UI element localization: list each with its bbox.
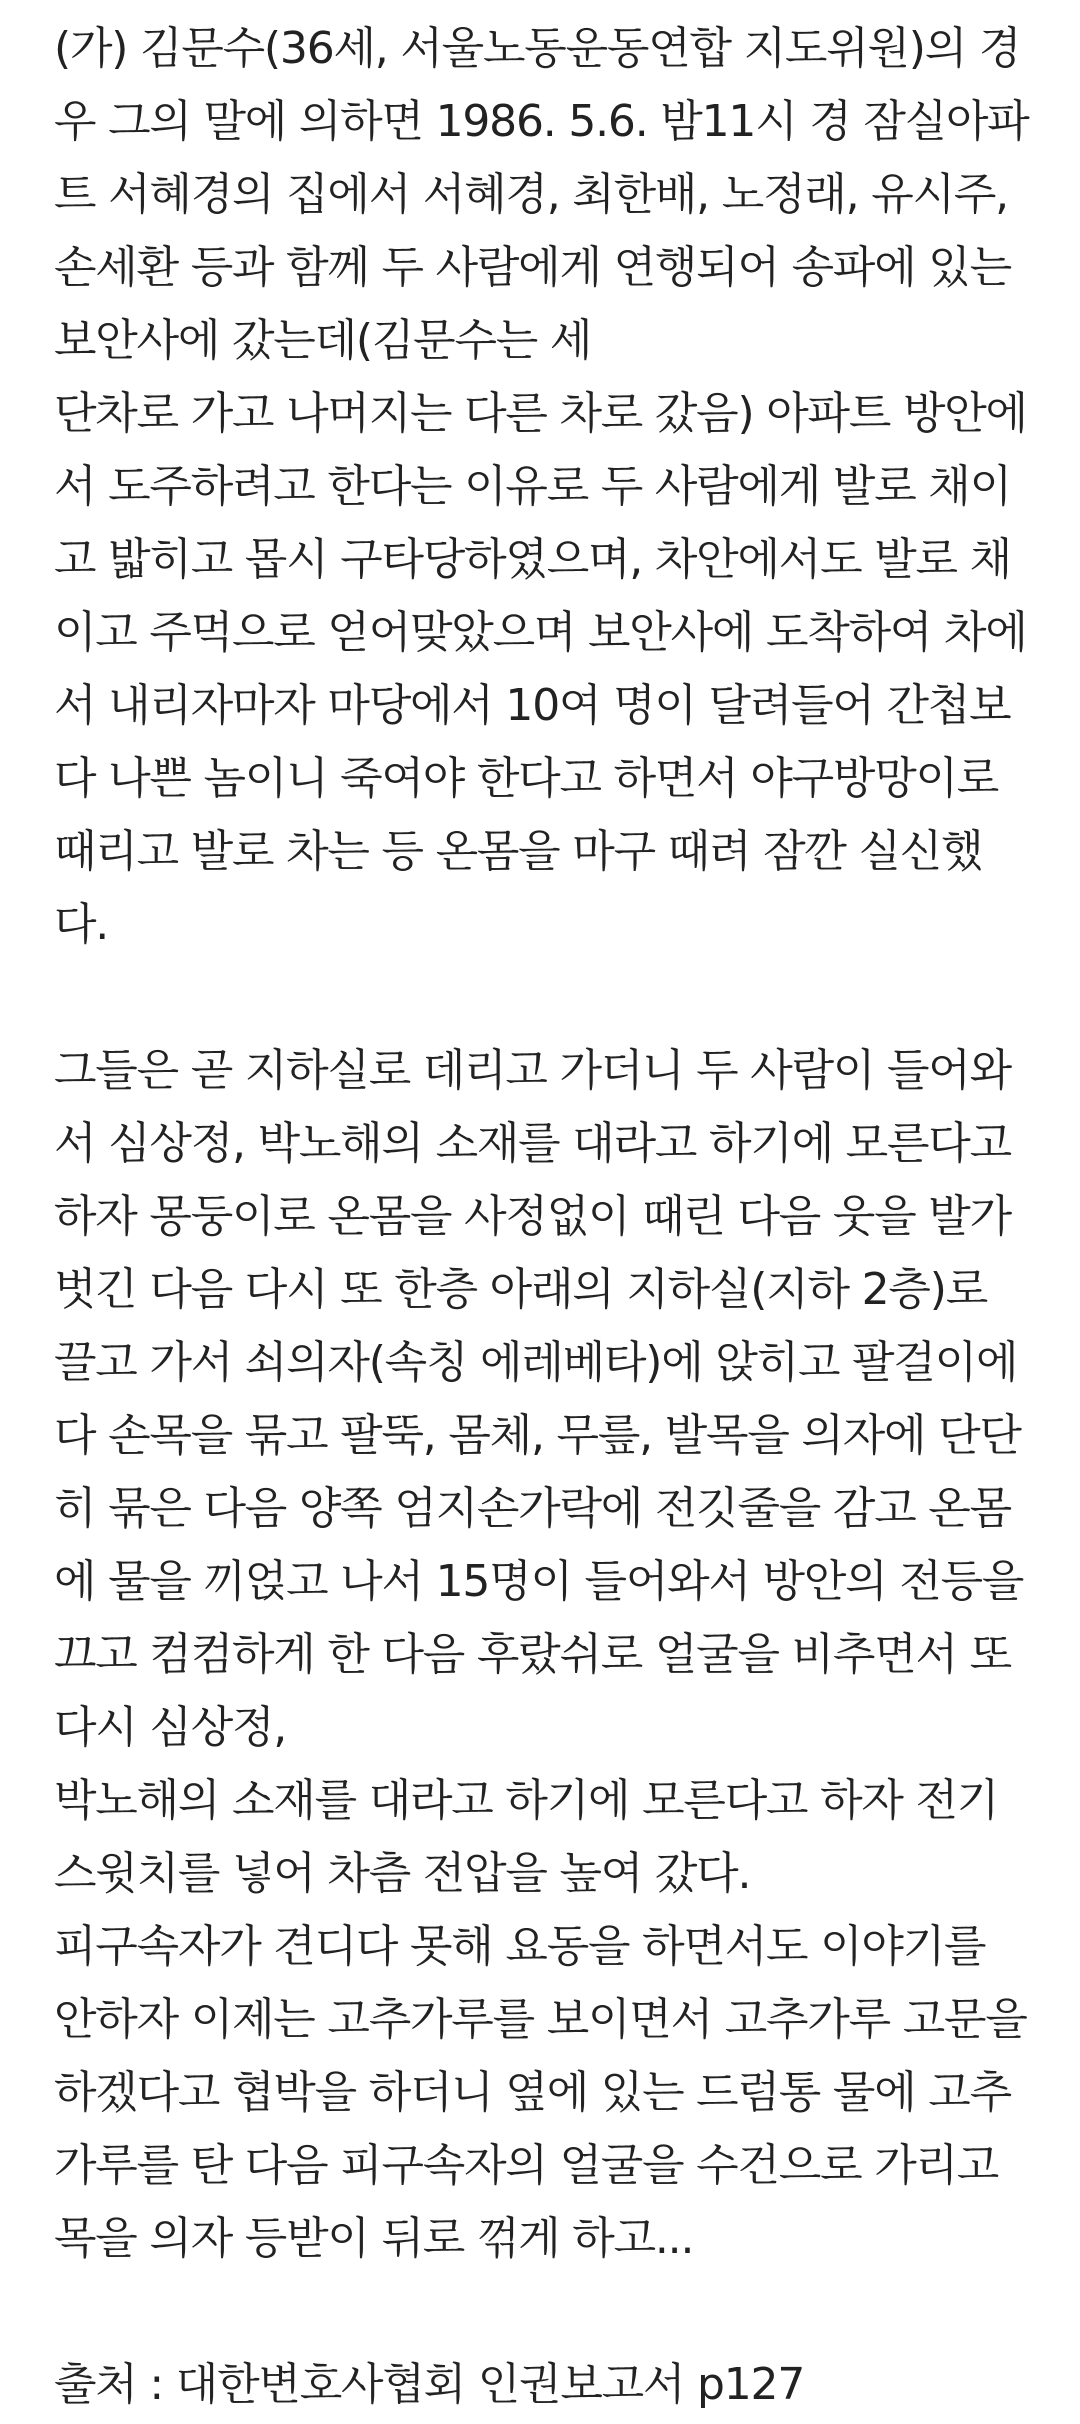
text-line: 벗긴 다음 다시 또 한층 아래의 지하실(지하 2층)로 [54, 1264, 988, 1315]
source-citation: 출처 : 대한변호사협회 인권보고서 p127 [54, 2359, 805, 2410]
text-line: 서 심상정, 박노해의 소재를 대라고 하기에 모른다고 [54, 1118, 1011, 1169]
text-line: 고 밟히고 몹시 구타당하였으며, 차안에서도 발로 채 [54, 534, 1011, 585]
text-line: 하겠다고 협박을 하더니 옆에 있는 드럼통 물에 고추 [54, 2067, 1011, 2118]
text-line: 다 나쁜 놈이니 죽여야 한다고 하면서 야구방망이로 [54, 753, 999, 804]
text-line: 스윗치를 넣어 차츰 전압을 높여 갔다. [54, 1848, 751, 1899]
text-line: 끄고 컴컴하게 한 다음 후랐쉬로 얼굴을 비추면서 또 [54, 1629, 1011, 1680]
text-line: 가루를 탄 다음 피구속자의 얼굴을 수건으로 가리고 [54, 2140, 999, 2191]
paragraph-gap [54, 961, 1050, 1034]
text-line: 서 도주하려고 한다는 이유로 두 사람에게 발로 채이 [54, 461, 1011, 512]
text-line: 히 묶은 다음 양쪽 엄지손가락에 전깃줄을 감고 온몸 [54, 1483, 1011, 1534]
text-line: 서 내리자마자 마당에서 10여 명이 달려들어 간첩보 [54, 680, 1011, 731]
text-line: 끌고 가서 쇠의자(속칭 에레베타)에 앉히고 팔걸이에 [54, 1337, 1018, 1388]
text-line: 때리고 발로 차는 등 온몸을 마구 때려 잠깐 실신했 [54, 826, 983, 877]
text-line: 그들은 곧 지하실로 데리고 가더니 두 사람이 들어와 [54, 1045, 1011, 1096]
paragraph-gap [54, 2275, 1050, 2348]
text-line: 우 그의 말에 의하면 1986. 5.6. 밤11시 경 잠실아파 [54, 96, 1029, 147]
text-line: 트 서혜경의 집에서 서혜경, 최한배, 노정래, 유시주, [54, 169, 1008, 220]
text-line: (가) 김문수(36세, 서울노동운동연합 지도위원)의 경 [54, 23, 1021, 74]
text-line: 안하자 이제는 고추가루를 보이면서 고추가루 고문을 [54, 1994, 1027, 2045]
text-line: 이고 주먹으로 얻어맞았으며 보안사에 도착하여 차에 [54, 607, 1027, 658]
text-line: 다 손목을 묶고 팔뚝, 몸체, 무릎, 발목을 의자에 단단 [54, 1410, 1021, 1461]
text-line: 다. [54, 899, 109, 950]
text-line: 손세환 등과 함께 두 사람에게 연행되어 송파에 있는 [54, 242, 1011, 293]
text-line: 보안사에 갔는데(김문수는 세 [54, 315, 592, 366]
text-line: 박노해의 소재를 대라고 하기에 모른다고 하자 전기 [54, 1775, 999, 1826]
text-line: 피구속자가 견디다 못해 요동을 하면서도 이야기를 [54, 1921, 986, 1972]
text-line: 다시 심상정, [54, 1702, 287, 1753]
text-line: 에 물을 끼얹고 나서 15명이 들어와서 방안의 전등을 [54, 1556, 1024, 1607]
paragraph-account-torture [54, 1034, 1050, 2275]
text-line: 목을 의자 등받이 뒤로 꺾게 하고... [54, 2213, 694, 2264]
text-line: 단차로 가고 나머지는 다른 차로 갔음) 아파트 방안에 [54, 388, 1027, 439]
text-line: 하자 몽둥이로 온몸을 사정없이 때린 다음 웃을 발가 [54, 1191, 1011, 1242]
paragraph-account-arrest [54, 12, 1050, 961]
